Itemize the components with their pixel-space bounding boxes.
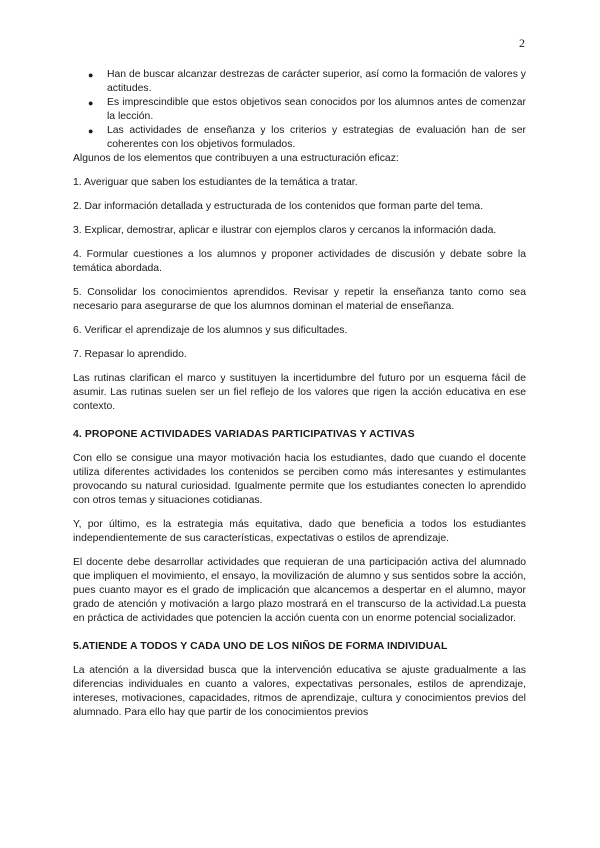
section-4-heading: 4. PROPONE ACTIVIDADES VARIADAS PARTICIPATIVAS Y ACTIVAS xyxy=(73,429,415,440)
bullet-icon: ● xyxy=(88,98,94,108)
section-4-paragraph: El docente debe desarrollar actividades que requieran de una participación activa del alumnado que impliquen el movimiento, el ensayo, la movilización de alumno y sus sentidos sobre la acción, pues cuanto mayor es el grado de implicación que alcancemos a despertar en el alumno, mayor grado de atención y motivación a largo plazo mostrará en el transcurso de la actividad.La puesta en práctica de actividades que potencien la acción cuenta con un enorme potencial socializador. xyxy=(73,557,526,624)
section-5-paragraph: La atención a la diversidad busca que la intervención educativa se ajuste gradualmente a las diferencias individuales en cuanto a valores, expectativas personales, estilos de aprendizaje, intereses, motivaciones, capacidades, ritmos de aprendizaje, cultura y conocimientos previos del alumnado. Para ello hay que partir de los conocimientos previos xyxy=(73,665,526,718)
document-body xyxy=(73,68,526,720)
step-item: 1. Averiguar que saben los estudiantes de la temática a tratar. xyxy=(73,177,358,188)
step-item: 4. Formular cuestiones a los alumnos y proponer actividades de discusión y debate sobre la temática abordada. xyxy=(73,249,526,274)
bullet-item: ● Las actividades de enseñanza y los criterios y estrategias de evaluación han de ser coherentes con los objetivos formulados. xyxy=(88,125,526,150)
intro-paragraph: Algunos de los elementos que contribuyen a una estructuración eficaz: xyxy=(73,153,399,164)
step-item: 3. Explicar, demostrar, aplicar e ilustrar con ejemplos claros y cercanos la información dada. xyxy=(73,225,497,236)
page-number: 2 xyxy=(519,36,525,50)
bullet-item: ● Han de buscar alcanzar destrezas de carácter superior, así como la formación de valores y actitudes. xyxy=(88,69,526,94)
step-item: 2. Dar información detallada y estructurada de los contenidos que forman parte del tema. xyxy=(73,201,484,212)
bullet-list xyxy=(73,68,526,152)
section-4-paragraph: Y, por último, es la estrategia más equitativa, dado que beneficia a todos los estudiantes independientemente de sus características, expectativas o estilos de aprendizaje. xyxy=(73,519,526,544)
bullet-icon: ● xyxy=(88,70,94,80)
bullet-item: ● Es imprescindible que estos objetivos sean conocidos por los alumnos antes de comenzar la lección. xyxy=(88,97,526,122)
step-item: 5. Consolidar los conocimientos aprendidos. Revisar y repetir la enseñanza tanto como sea necesario para asegurarse de que los alumnos dominan el material de enseñanza. xyxy=(73,287,526,312)
section-4-paragraph: Con ello se consigue una mayor motivación hacia los estudiantes, dado que cuando el docente utiliza diferentes actividades los contenidos se perciben como más interesantes y estimulantes provocando su natural curiosidad. Igualmente permite que los estudiantes conecten lo aprendido con otros temas y situaciones cotidianas. xyxy=(73,453,526,506)
bullet-icon: ● xyxy=(88,126,94,136)
routines-paragraph: Las rutinas clarifican el marco y sustituyen la incertidumbre del futuro por un esquema fácil de asumir. Las rutinas suelen ser un fiel reflejo de los valores que rigen la acción educativa en ese contexto. xyxy=(73,373,526,412)
step-item: 7. Repasar lo aprendido. xyxy=(73,349,187,360)
section-5-heading: 5.ATIENDE A TODOS Y CADA UNO DE LOS NIÑOS DE FORMA INDIVIDUAL xyxy=(73,641,448,652)
step-item: 6. Verificar el aprendizaje de los alumnos y sus dificultades. xyxy=(73,325,348,336)
